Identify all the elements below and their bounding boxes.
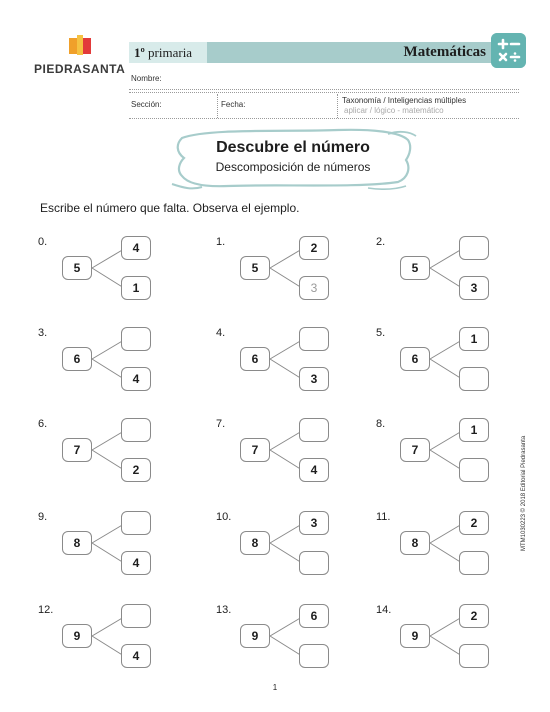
logo-text: PIEDRASANTA xyxy=(34,62,126,76)
whole-number-box: 9 xyxy=(400,624,430,648)
bottom-part-box[interactable]: 1 xyxy=(121,276,151,300)
exercise-item xyxy=(216,604,346,684)
top-part-box[interactable]: 2 xyxy=(299,236,329,260)
whole-number-box: 8 xyxy=(62,531,92,555)
exercise-number: 5. xyxy=(376,327,386,339)
exercise-number: 4. xyxy=(216,327,226,339)
bottom-part-box[interactable]: 2 xyxy=(121,458,151,482)
form-bottom-line xyxy=(129,118,519,119)
exercise-number: 0. xyxy=(38,236,48,248)
taxonomy-label: Taxonomía / Inteligencias múltiples xyxy=(342,96,467,105)
exercise-number: 6. xyxy=(38,418,48,430)
math-operations-icon xyxy=(491,33,526,68)
top-part-box[interactable]: 3 xyxy=(299,511,329,535)
exercise-number: 14. xyxy=(376,604,392,616)
bottom-part-box[interactable]: 4 xyxy=(121,644,151,668)
whole-number-box: 9 xyxy=(240,624,270,648)
divider xyxy=(217,94,218,118)
whole-number-box: 6 xyxy=(62,347,92,371)
top-part-box[interactable] xyxy=(299,418,329,442)
whole-number-box: 7 xyxy=(62,438,92,462)
bottom-part-box[interactable] xyxy=(459,551,489,575)
top-part-box[interactable]: 2 xyxy=(459,511,489,535)
bottom-part-box[interactable]: 4 xyxy=(121,551,151,575)
exercise-item xyxy=(376,418,506,498)
exercise-item xyxy=(38,511,168,591)
exercise-number: 10. xyxy=(216,511,232,523)
top-part-box[interactable]: 1 xyxy=(459,418,489,442)
whole-number-box: 7 xyxy=(240,438,270,462)
top-part-box[interactable] xyxy=(459,236,489,260)
whole-number-box: 8 xyxy=(240,531,270,555)
exercise-number: 8. xyxy=(376,418,386,430)
page-subtitle: Descomposición de números xyxy=(215,160,371,174)
section-label: Sección: xyxy=(131,100,162,109)
exercise-item xyxy=(216,236,346,316)
whole-number-box: 6 xyxy=(400,347,430,371)
whole-number-box: 9 xyxy=(62,624,92,648)
top-part-box[interactable]: 6 xyxy=(299,604,329,628)
whole-number-box: 6 xyxy=(240,347,270,371)
whole-number-box: 5 xyxy=(240,256,270,280)
exercise-number: 9. xyxy=(38,511,48,523)
top-part-box[interactable]: 2 xyxy=(459,604,489,628)
piedrasanta-logo xyxy=(34,34,124,80)
exercise-item xyxy=(38,236,168,316)
exercise-number: 1. xyxy=(216,236,226,248)
exercise-item xyxy=(376,511,506,591)
top-part-box[interactable] xyxy=(121,418,151,442)
whole-number-box: 5 xyxy=(400,256,430,280)
bottom-part-box[interactable] xyxy=(459,367,489,391)
grade-number: 1º xyxy=(134,45,145,60)
exercise-item xyxy=(216,327,346,407)
exercise-number: 3. xyxy=(38,327,48,339)
grade-label xyxy=(129,42,207,63)
bottom-part-box[interactable] xyxy=(459,458,489,482)
whole-number-box: 5 xyxy=(62,256,92,280)
copyright-code: MTM1030223 © 2018 Editorial Piedrasanta xyxy=(521,435,527,551)
top-part-box[interactable] xyxy=(121,604,151,628)
top-part-box[interactable]: 1 xyxy=(459,327,489,351)
bottom-part-box[interactable] xyxy=(299,644,329,668)
exercise-item xyxy=(376,327,506,407)
exercise-number: 13. xyxy=(216,604,232,616)
whole-number-box: 8 xyxy=(400,531,430,555)
subject-title: Matemáticas xyxy=(403,44,486,60)
bottom-part-box[interactable]: 4 xyxy=(121,367,151,391)
exercise-item xyxy=(38,418,168,498)
top-part-box[interactable] xyxy=(121,327,151,351)
exercise-number: 12. xyxy=(38,604,54,616)
exercise-number: 7. xyxy=(216,418,226,430)
bottom-part-box[interactable]: 3 xyxy=(299,367,329,391)
date-label: Fecha: xyxy=(221,100,246,109)
page-number: 1 xyxy=(272,683,278,692)
divider xyxy=(337,94,338,118)
exercise-item xyxy=(38,327,168,407)
exercise-item xyxy=(216,418,346,498)
whole-number-box: 7 xyxy=(400,438,430,462)
top-part-box[interactable] xyxy=(299,327,329,351)
exercise-item xyxy=(376,604,506,684)
top-part-box[interactable] xyxy=(121,511,151,535)
book-logo-icon xyxy=(68,34,92,56)
exercise-item xyxy=(216,511,346,591)
instructions: Escribe el número que falta. Observa el ejemplo. xyxy=(40,201,300,215)
bottom-part-box[interactable]: 3 xyxy=(299,276,329,300)
bottom-part-box[interactable] xyxy=(459,644,489,668)
divider xyxy=(129,92,519,93)
name-label: Nombre: xyxy=(131,74,162,83)
exercise-number: 2. xyxy=(376,236,386,248)
bottom-part-box[interactable]: 3 xyxy=(459,276,489,300)
name-field[interactable] xyxy=(129,89,519,90)
page-title: Descubre el número xyxy=(216,139,370,156)
exercise-number: 11. xyxy=(376,511,391,523)
top-part-box[interactable]: 4 xyxy=(121,236,151,260)
exercise-item xyxy=(376,236,506,316)
taxonomy-values: aplicar / lógico - matemático xyxy=(344,106,444,115)
bottom-part-box[interactable] xyxy=(299,551,329,575)
exercise-item xyxy=(38,604,168,684)
bottom-part-box[interactable]: 4 xyxy=(299,458,329,482)
grade-level: primaria xyxy=(148,45,193,60)
